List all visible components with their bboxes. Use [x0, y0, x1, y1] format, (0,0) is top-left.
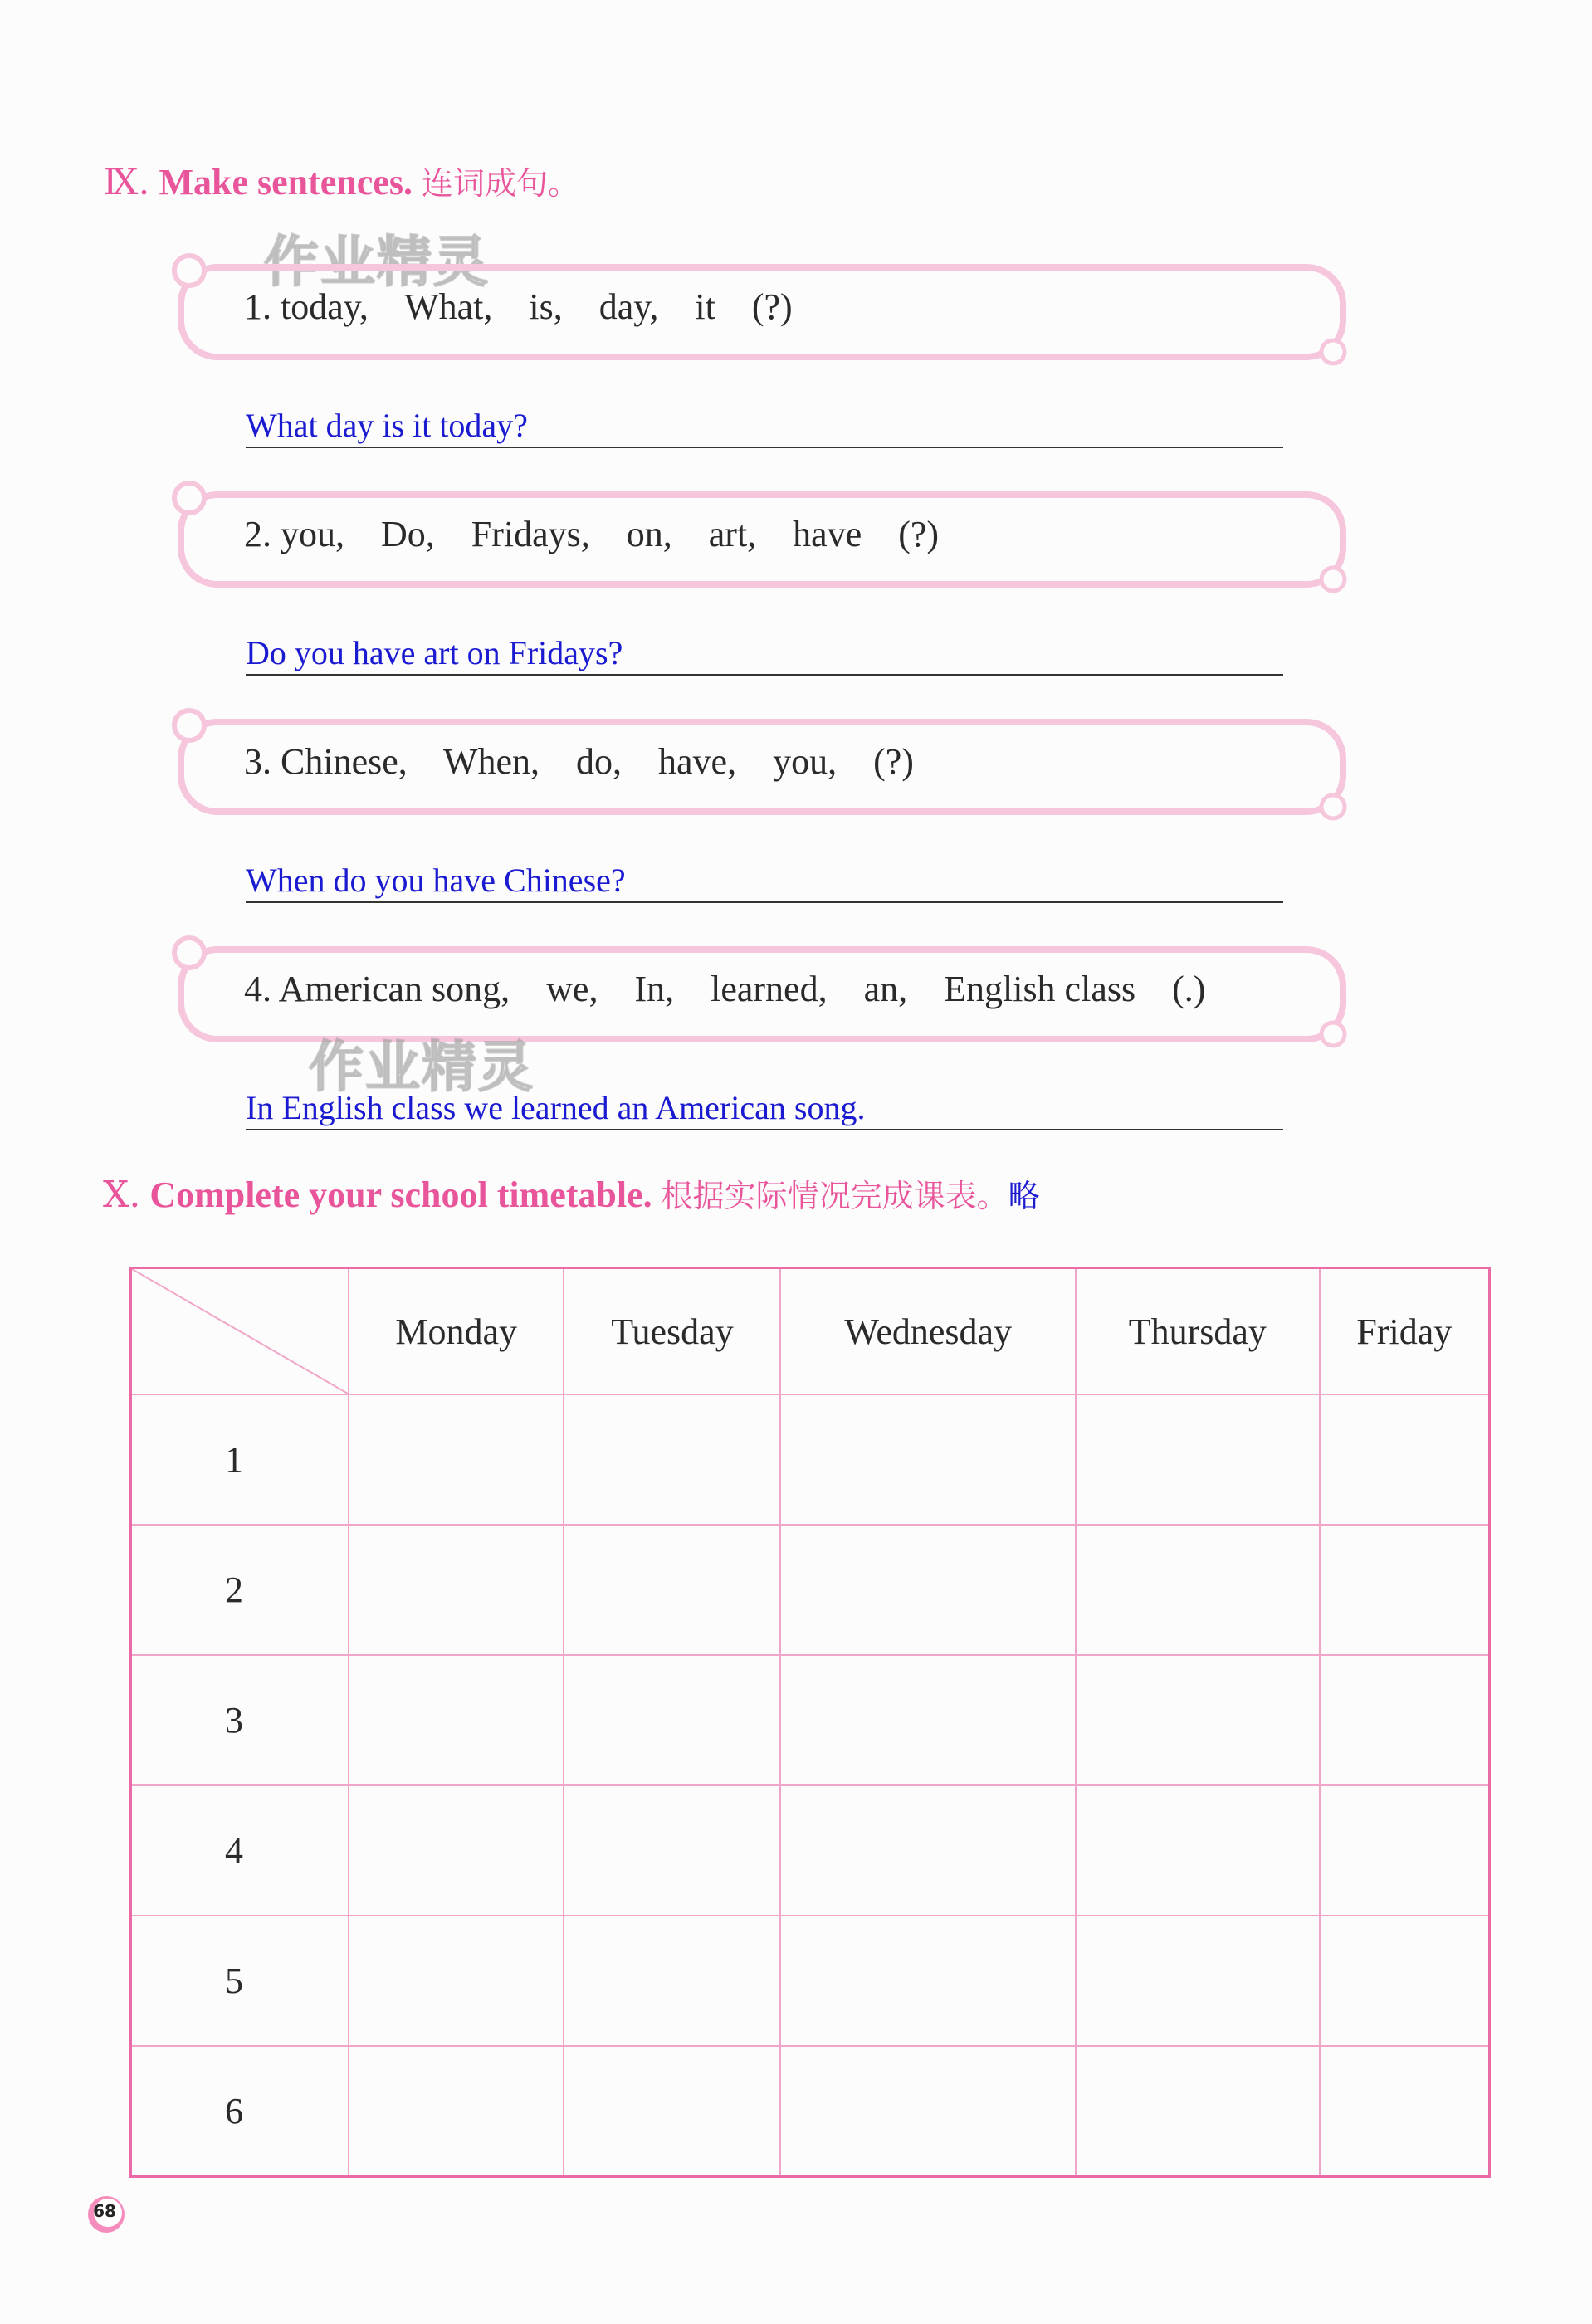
page-number: 68 [93, 2201, 116, 2221]
timetable-cell[interactable] [780, 1655, 1076, 1785]
timetable-cell[interactable] [1076, 1394, 1320, 1525]
timetable [129, 1267, 1491, 2178]
question-prompt-4: 4. American song, we, In, learned, an, English class (.) [244, 969, 1206, 1009]
timetable-cell[interactable] [564, 1785, 780, 1916]
watermark-logo: 作业精灵 [264, 230, 490, 294]
table-row [131, 1655, 1490, 1785]
timetable-cell[interactable] [780, 2046, 1076, 2177]
timetable-cell[interactable] [564, 2046, 780, 2177]
timetable-cell[interactable] [564, 1525, 780, 1655]
timetable-cell[interactable] [349, 2046, 564, 2177]
period-label: 6 [131, 2046, 349, 2177]
day-header-thursday: Thursday [1076, 1268, 1320, 1395]
answer-text-2: Do you have art on Fridays? [246, 634, 623, 671]
day-header-monday: Monday [349, 1268, 564, 1395]
timetable-cell[interactable] [349, 1525, 564, 1655]
timetable-cell[interactable] [1076, 1525, 1320, 1655]
section-10-heading [103, 1170, 1040, 1216]
page-number-badge [81, 2191, 128, 2238]
timetable-cell[interactable] [349, 1655, 564, 1785]
table-row [131, 1525, 1490, 1655]
table-row [131, 1394, 1490, 1525]
question-prompt-2: 2. you, Do, Fridays, on, art, have (?) [244, 514, 940, 554]
section-9-title: Make sentences. [159, 162, 413, 203]
timetable-cell[interactable] [1320, 1655, 1490, 1785]
section-10-title: Complete your school timetable. [149, 1174, 652, 1215]
answer-text-4: In English class we learned an American song. [246, 1089, 866, 1126]
answer-line-3[interactable] [246, 852, 1283, 903]
timetable-cell[interactable] [1320, 1525, 1490, 1655]
section-10-answer-note: 略 [1008, 1178, 1040, 1214]
question-prompt-1: 1. today, What, is, day, it (?) [244, 286, 793, 327]
timetable-cell[interactable] [1320, 1394, 1490, 1525]
timetable-cell[interactable] [1076, 1785, 1320, 1916]
timetable-cell[interactable] [1076, 1916, 1320, 2046]
answer-line-2[interactable] [246, 624, 1283, 676]
section-10-title-cn: 根据实际情况完成课表。 [661, 1178, 1008, 1214]
timetable-cell[interactable] [1076, 2046, 1320, 2177]
section-9-title-cn: 连词成句。 [421, 165, 579, 202]
question-box-3 [179, 717, 1350, 817]
timetable-cell[interactable] [780, 1394, 1076, 1525]
timetable-corner-cell [131, 1268, 349, 1395]
timetable-cell[interactable] [780, 1916, 1076, 2046]
section-10-number: Ⅹ. [103, 1174, 141, 1216]
table-row [131, 1916, 1490, 2046]
period-label: 2 [131, 1525, 349, 1655]
question-box-2 [179, 490, 1350, 589]
period-label: 5 [131, 1916, 349, 2046]
day-header-wednesday: Wednesday [780, 1268, 1076, 1395]
question-box-1 [179, 262, 1350, 362]
period-label: 1 [131, 1394, 349, 1525]
table-row [131, 1785, 1490, 1916]
answer-text-1: What day is it today? [246, 407, 528, 444]
timetable-cell[interactable] [1320, 1785, 1490, 1916]
watermark-logo-2: 作业精灵 [309, 1035, 535, 1099]
corner-diagonal [132, 1269, 348, 1394]
timetable-cell[interactable] [564, 1916, 780, 2046]
period-label: 3 [131, 1655, 349, 1785]
day-header-tuesday: Tuesday [564, 1268, 780, 1395]
timetable-cell[interactable] [564, 1394, 780, 1525]
timetable-header-row [131, 1268, 1490, 1395]
day-header-friday: Friday [1320, 1268, 1490, 1395]
table-row [131, 2046, 1490, 2177]
timetable-cell[interactable] [780, 1525, 1076, 1655]
timetable-cell[interactable] [1076, 1655, 1320, 1785]
answer-line-1[interactable] [246, 397, 1283, 448]
question-prompt-3: 3. Chinese, When, do, have, you, (?) [244, 741, 914, 782]
section-9-heading [103, 158, 579, 203]
timetable-cell[interactable] [564, 1655, 780, 1785]
period-label: 4 [131, 1785, 349, 1916]
answer-line-4[interactable] [246, 1079, 1283, 1130]
timetable-cell[interactable] [349, 1916, 564, 2046]
timetable-cell[interactable] [349, 1785, 564, 1916]
section-9-number: Ⅸ. [103, 161, 150, 203]
answer-text-3: When do you have Chinese? [246, 862, 626, 899]
timetable-cell[interactable] [780, 1785, 1076, 1916]
timetable-cell[interactable] [1320, 2046, 1490, 2177]
timetable-cell[interactable] [1320, 1916, 1490, 2046]
timetable-cell[interactable] [349, 1394, 564, 1525]
